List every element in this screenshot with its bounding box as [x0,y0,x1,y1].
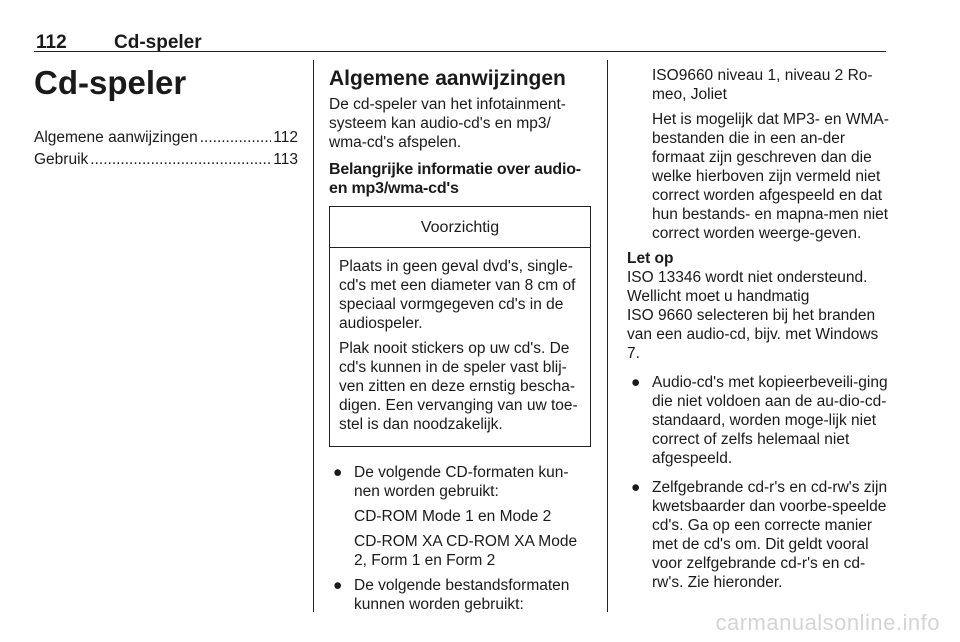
toc-entry[interactable] [34,128,298,150]
bullet-text: De volgende CD-formaten kun-nen worden gebruikt: [354,464,569,500]
caution-paragraph: Plaats in geen geval dvd's, single-cd's met een diameter van 8 cm of speciaal vormgegeven cd's in de audiospeler. [339,258,576,332]
bullet-dot-icon: ● [333,464,343,481]
caution-body [330,248,590,446]
bullet-text: Audio-cd's met kopieerbeveili-ging die niet voldoen aan de au-dio-cd-standaard, worden moge-lijk niet correct of zelfs helemaal niet afgespeeld. [652,374,888,467]
bullet-item [329,463,591,501]
file-format-item: ISO9660 niveau 1, niveau 2 Ro-meo, Joliet [652,67,873,103]
cd-format-list [354,507,591,570]
toc-entry-page: 113 [273,151,298,168]
bullet-dot-icon: ● [631,479,641,496]
file-format-details [652,66,889,243]
cd-format-item: CD-ROM XA CD-ROM XA Mode 2, Form 1 en Form 2 [354,533,578,569]
subsection-title: Belangrijke informatie over audio- en mp3/wma-cd's [329,161,581,197]
caution-box [329,206,591,447]
bullet-item [329,576,591,614]
bullet-dot-icon: ● [333,577,343,594]
column-1 [34,64,298,172]
toc-entry-page: 112 [273,129,298,146]
page-number: 112 [36,32,67,53]
column-3 [627,66,889,592]
caution-title: Voorzichtig [330,207,590,248]
toc-entry[interactable] [34,150,298,172]
file-format-note: Het is mogelijk dat MP3- en WMA-bestanden die in een an-der formaat zijn geschreven dan die welke hierboven zijn vermeld niet correct worden afgespeeld en dat hun bestands- en mapna-men niet correct worden weerge-geven. [652,111,889,242]
watermark: carmanualsonline.info [715,610,940,635]
note-line: Wellicht moet u handmatig [627,288,810,305]
header-rule [34,51,886,52]
note-title: Let op [627,250,674,267]
toc-entry-label: Algemene aanwijzingen [34,129,198,146]
column-divider [607,60,608,612]
toc-leader-dots [200,128,272,147]
toc-entry-label: Gebruik [34,151,89,168]
bullet-text: De volgende bestandsformaten kunnen worden gebruikt: [354,577,570,613]
column-2 [329,66,591,614]
cd-format-item: CD-ROM Mode 1 en Mode 2 [354,508,552,525]
note-line: ISO 13346 wordt niet ondersteund. [627,269,868,286]
bullet-item [627,373,889,468]
chapter-title: Cd-speler [34,64,187,101]
bullet-text: Zelfgebrande cd-r's en cd-rw's zijn kwetsbaarder dan voorbe-speelde cd's. Ga op een correcte manier met de cd's om. Dit geldt vooral voor zelfgebrande cd-r's en cd-rw's. Zie hieronder. [652,479,888,591]
toc-leader-dots [90,150,271,169]
bullet-item [627,478,889,592]
column-divider [313,60,314,612]
note-block [627,249,889,363]
intro-paragraph: De cd-speler van het infotainment-systeem kan audio-cd's en mp3/ wma-cd's afspelen. [329,96,566,151]
bullet-dot-icon: ● [631,374,641,391]
note-line: ISO 9660 selecteren bij het branden van een audio-cd, bijv. met Windows 7. [627,307,879,362]
section-title: Algemene aanwijzingen [329,67,566,90]
running-title: Cd-speler [114,32,202,53]
caution-paragraph: Plak nooit stickers op uw cd's. De cd's kunnen in de speler vast blij-ven zitten en deze ernstig bescha-digen. Een vervanging van uw toe-stel is dan noodzakelijk. [339,340,578,433]
